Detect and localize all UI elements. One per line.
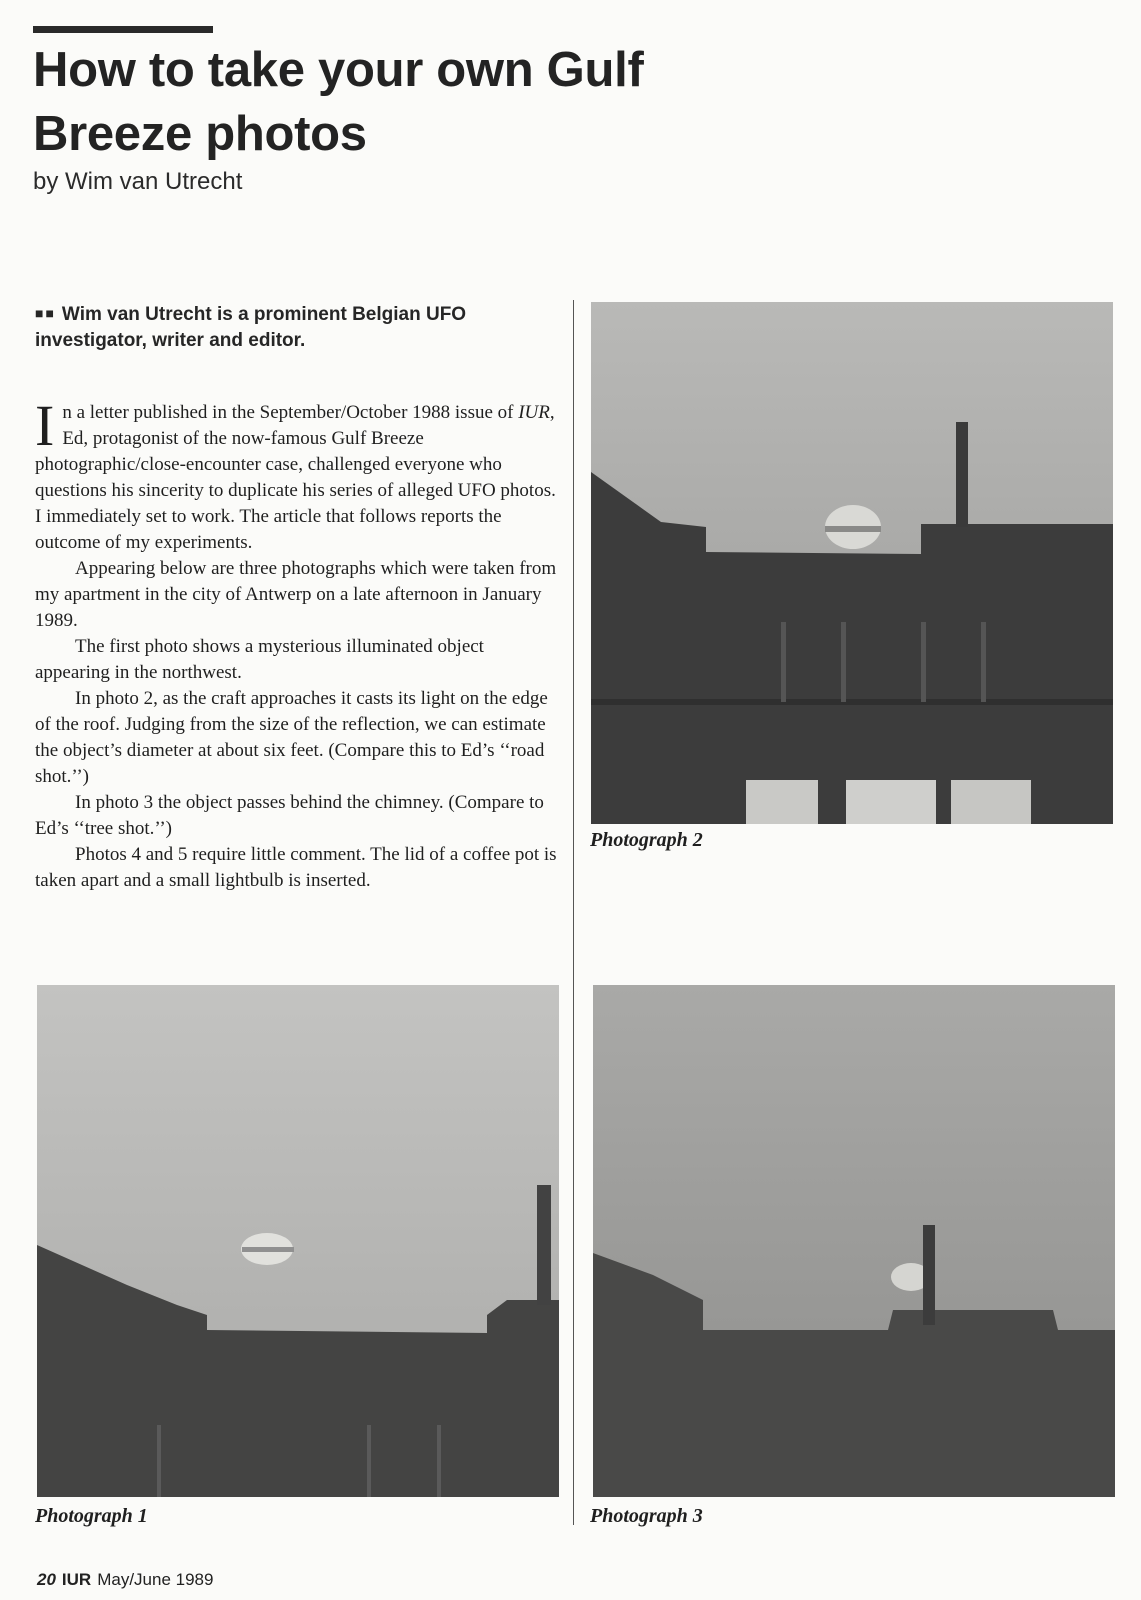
issue-date: May/June 1989 xyxy=(97,1570,214,1589)
article-title: How to take your own Gulf Breeze photos xyxy=(33,43,644,161)
page-number: 20 xyxy=(37,1570,56,1589)
paragraph-4: In photo 2, as the craft approaches it casts its light on the edge of the roof. Judging from the size of the reflection, we can estimate the object’s diameter at about six feet. (Compare this to Ed’s ‘‘road shot.’’) xyxy=(35,688,548,787)
paragraph-2: Appearing below are three photographs which were taken from my apartment in the city of Antwerp on a late afternoon in January 1989. xyxy=(35,558,557,631)
drop-cap: I xyxy=(35,393,55,458)
photograph-1 xyxy=(37,985,559,1497)
paragraph-5: In photo 3 the object passes behind the chimney. (Compare to Ed’s ‘‘tree shot.’’) xyxy=(35,792,544,839)
photograph-3-caption: Photograph 3 xyxy=(590,1505,703,1527)
publication-name: IUR xyxy=(518,402,550,423)
photograph-2-caption: Photograph 2 xyxy=(590,829,703,851)
bullet-markers: ■■ xyxy=(35,305,56,321)
paragraph-3: The first photo shows a mysterious illuminated object appearing in the northwest. xyxy=(35,636,484,683)
author-bio-text: Wim van Utrecht is a prominent Belgian UFO investigator, writer and editor. xyxy=(35,304,467,351)
photograph-1-caption: Photograph 1 xyxy=(35,1505,148,1527)
paragraph-6: Photos 4 and 5 require little comment. The lid of a coffee pot is taken apart and a small lightbulb is inserted. xyxy=(35,844,557,891)
byline: by Wim van Utrecht xyxy=(33,168,243,195)
paragraph-1: In a letter published in the September/October 1988 issue of IUR, Ed, protagonist of the now-famous Gulf Breeze photographic/close-encounter case, challenged everyone who questions his sincerity to duplicate his series of alleged UFO photos. I immediately set to work. The article that follows reports the outcome of my experiments. xyxy=(35,393,556,553)
column-divider xyxy=(573,300,574,1525)
title-rule xyxy=(33,26,213,33)
photograph-3 xyxy=(593,985,1115,1497)
article-body xyxy=(35,393,560,894)
photograph-2 xyxy=(591,302,1113,824)
magazine-name: IUR xyxy=(61,1570,92,1589)
author-bio xyxy=(35,300,565,354)
page-footer xyxy=(37,1570,213,1590)
